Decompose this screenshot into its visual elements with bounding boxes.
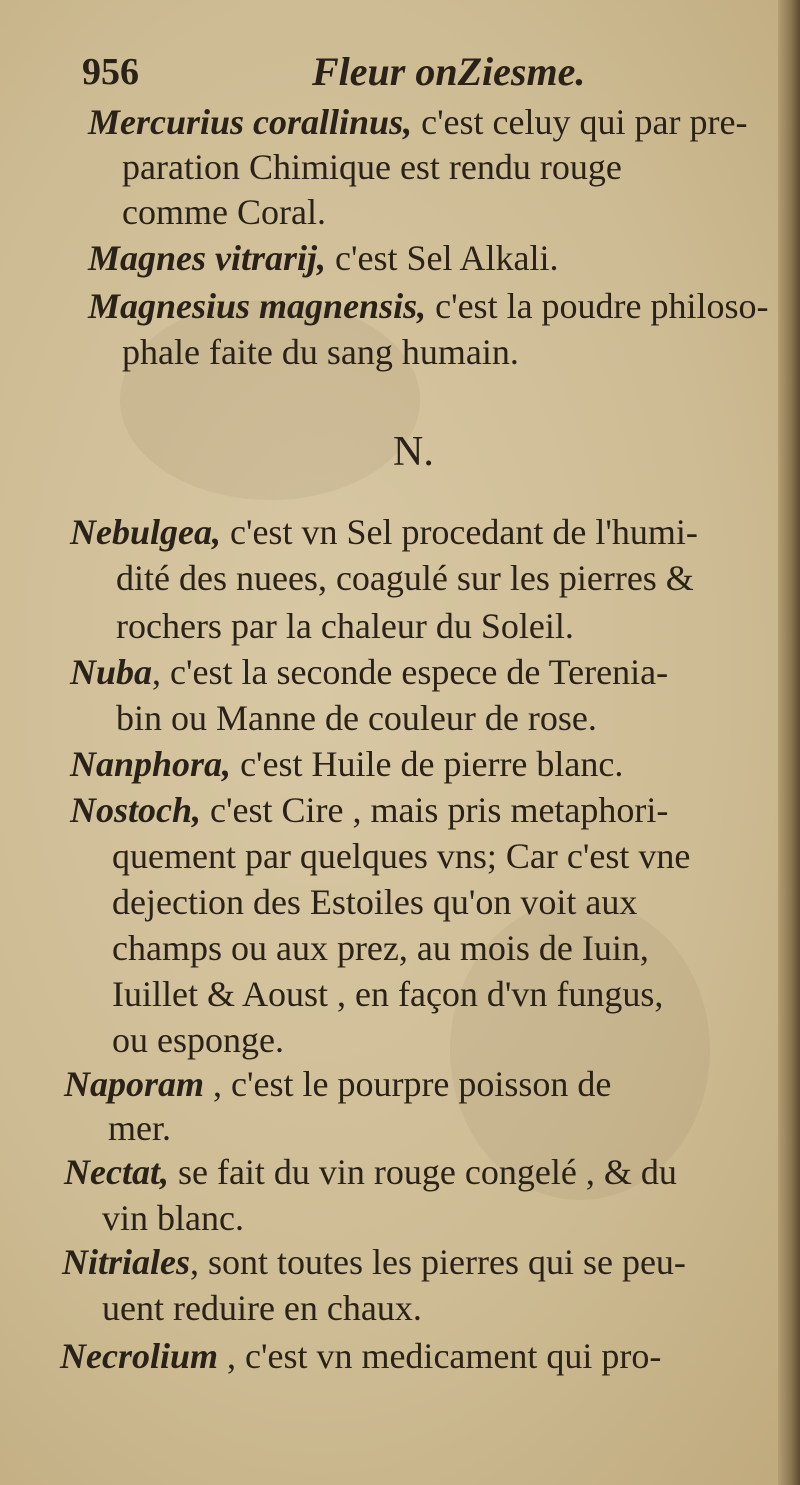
entry-text: dejection des Estoiles qu'on voit aux	[112, 882, 638, 922]
entry-text: bin ou Manne de couleur de rose.	[116, 698, 597, 738]
entry-term: Nebulgea,	[70, 512, 221, 552]
entry-text: , c'est vn medicament qui pro-	[218, 1336, 662, 1376]
text-line	[62, 1240, 686, 1284]
text-line	[112, 926, 649, 970]
text-line	[116, 604, 574, 648]
text-line	[122, 330, 519, 374]
text-line	[112, 880, 637, 924]
entry-term: Nuba	[70, 652, 153, 692]
text-line	[70, 510, 698, 554]
text-line	[102, 1286, 422, 1330]
entry-term: Nanphora,	[70, 744, 232, 784]
entry-text: c'est Huile de pierre blanc.	[231, 744, 624, 784]
text-line	[88, 236, 558, 280]
entry-text: phale faite du sang humain.	[122, 332, 519, 372]
entry-text: ou esponge.	[112, 1020, 284, 1060]
text-line	[122, 190, 326, 234]
entry-text: , c'est le pourpre poisson de	[204, 1064, 612, 1104]
entry-term: Nostoch,	[70, 790, 202, 830]
text-line	[112, 834, 690, 878]
entry-text: dité des nuees, coagulé sur les pierres &	[116, 558, 694, 598]
entry-text: , c'est la seconde espece de Terenia-	[152, 652, 669, 692]
text-line	[112, 972, 663, 1016]
text-line	[88, 100, 747, 144]
text-line	[64, 1150, 677, 1194]
entry-text: comme Coral.	[122, 192, 326, 232]
entry-text: c'est Sel Alkali.	[326, 238, 559, 278]
entry-term: Magnes vitrarij,	[88, 238, 327, 278]
entry-term: Naporam	[64, 1064, 205, 1104]
text-line	[116, 696, 597, 740]
text-line	[116, 556, 694, 600]
text-line	[60, 1334, 661, 1378]
text-line	[108, 1106, 171, 1150]
entry-term: Necrolium	[60, 1336, 218, 1376]
entry-text: rochers par la chaleur du Soleil.	[116, 606, 574, 646]
entry-text: c'est Cire , mais pris metaphori-	[201, 790, 669, 830]
entry-term: Mercurius corallinus,	[88, 102, 413, 142]
entry-text: c'est vn Sel procedant de l'humi-	[220, 512, 698, 552]
text-line	[70, 650, 668, 694]
entry-text: champs ou aux prez, au mois de Iuin,	[112, 928, 649, 968]
entry-term: Nectat,	[64, 1152, 169, 1192]
text-line	[102, 1196, 244, 1240]
entry-text: quement par quelques vns; Car c'est vne	[112, 836, 691, 876]
running-title: Fleur onZiesme.	[312, 49, 586, 94]
entry-text: uent reduire en chaux.	[102, 1288, 422, 1328]
text-line	[64, 1062, 611, 1106]
entry-text: vin blanc.	[102, 1198, 244, 1238]
entry-text: , sont toutes les pierres qui se peu-	[190, 1242, 686, 1282]
entry-text: mer.	[108, 1108, 171, 1148]
text-line	[70, 742, 623, 786]
entry-text: c'est celuy qui par pre-	[412, 102, 748, 142]
entry-text: Iuillet & Aoust , en façon d'vn fungus,	[112, 974, 664, 1014]
entry-term: Nitriales	[62, 1242, 191, 1282]
section-letter: N.	[393, 429, 434, 475]
text-line	[70, 788, 668, 832]
page-number: 956	[82, 51, 139, 93]
entry-text: paration Chimique est rendu rouge	[122, 147, 622, 187]
entry-text: se fait du vin rouge congelé , & du	[168, 1152, 677, 1192]
text-line	[88, 284, 769, 328]
entry-term: Magnesius magnensis,	[88, 286, 427, 326]
text-line	[112, 1018, 284, 1062]
text-line	[122, 145, 622, 189]
entry-text: c'est la poudre philoso-	[426, 286, 769, 326]
